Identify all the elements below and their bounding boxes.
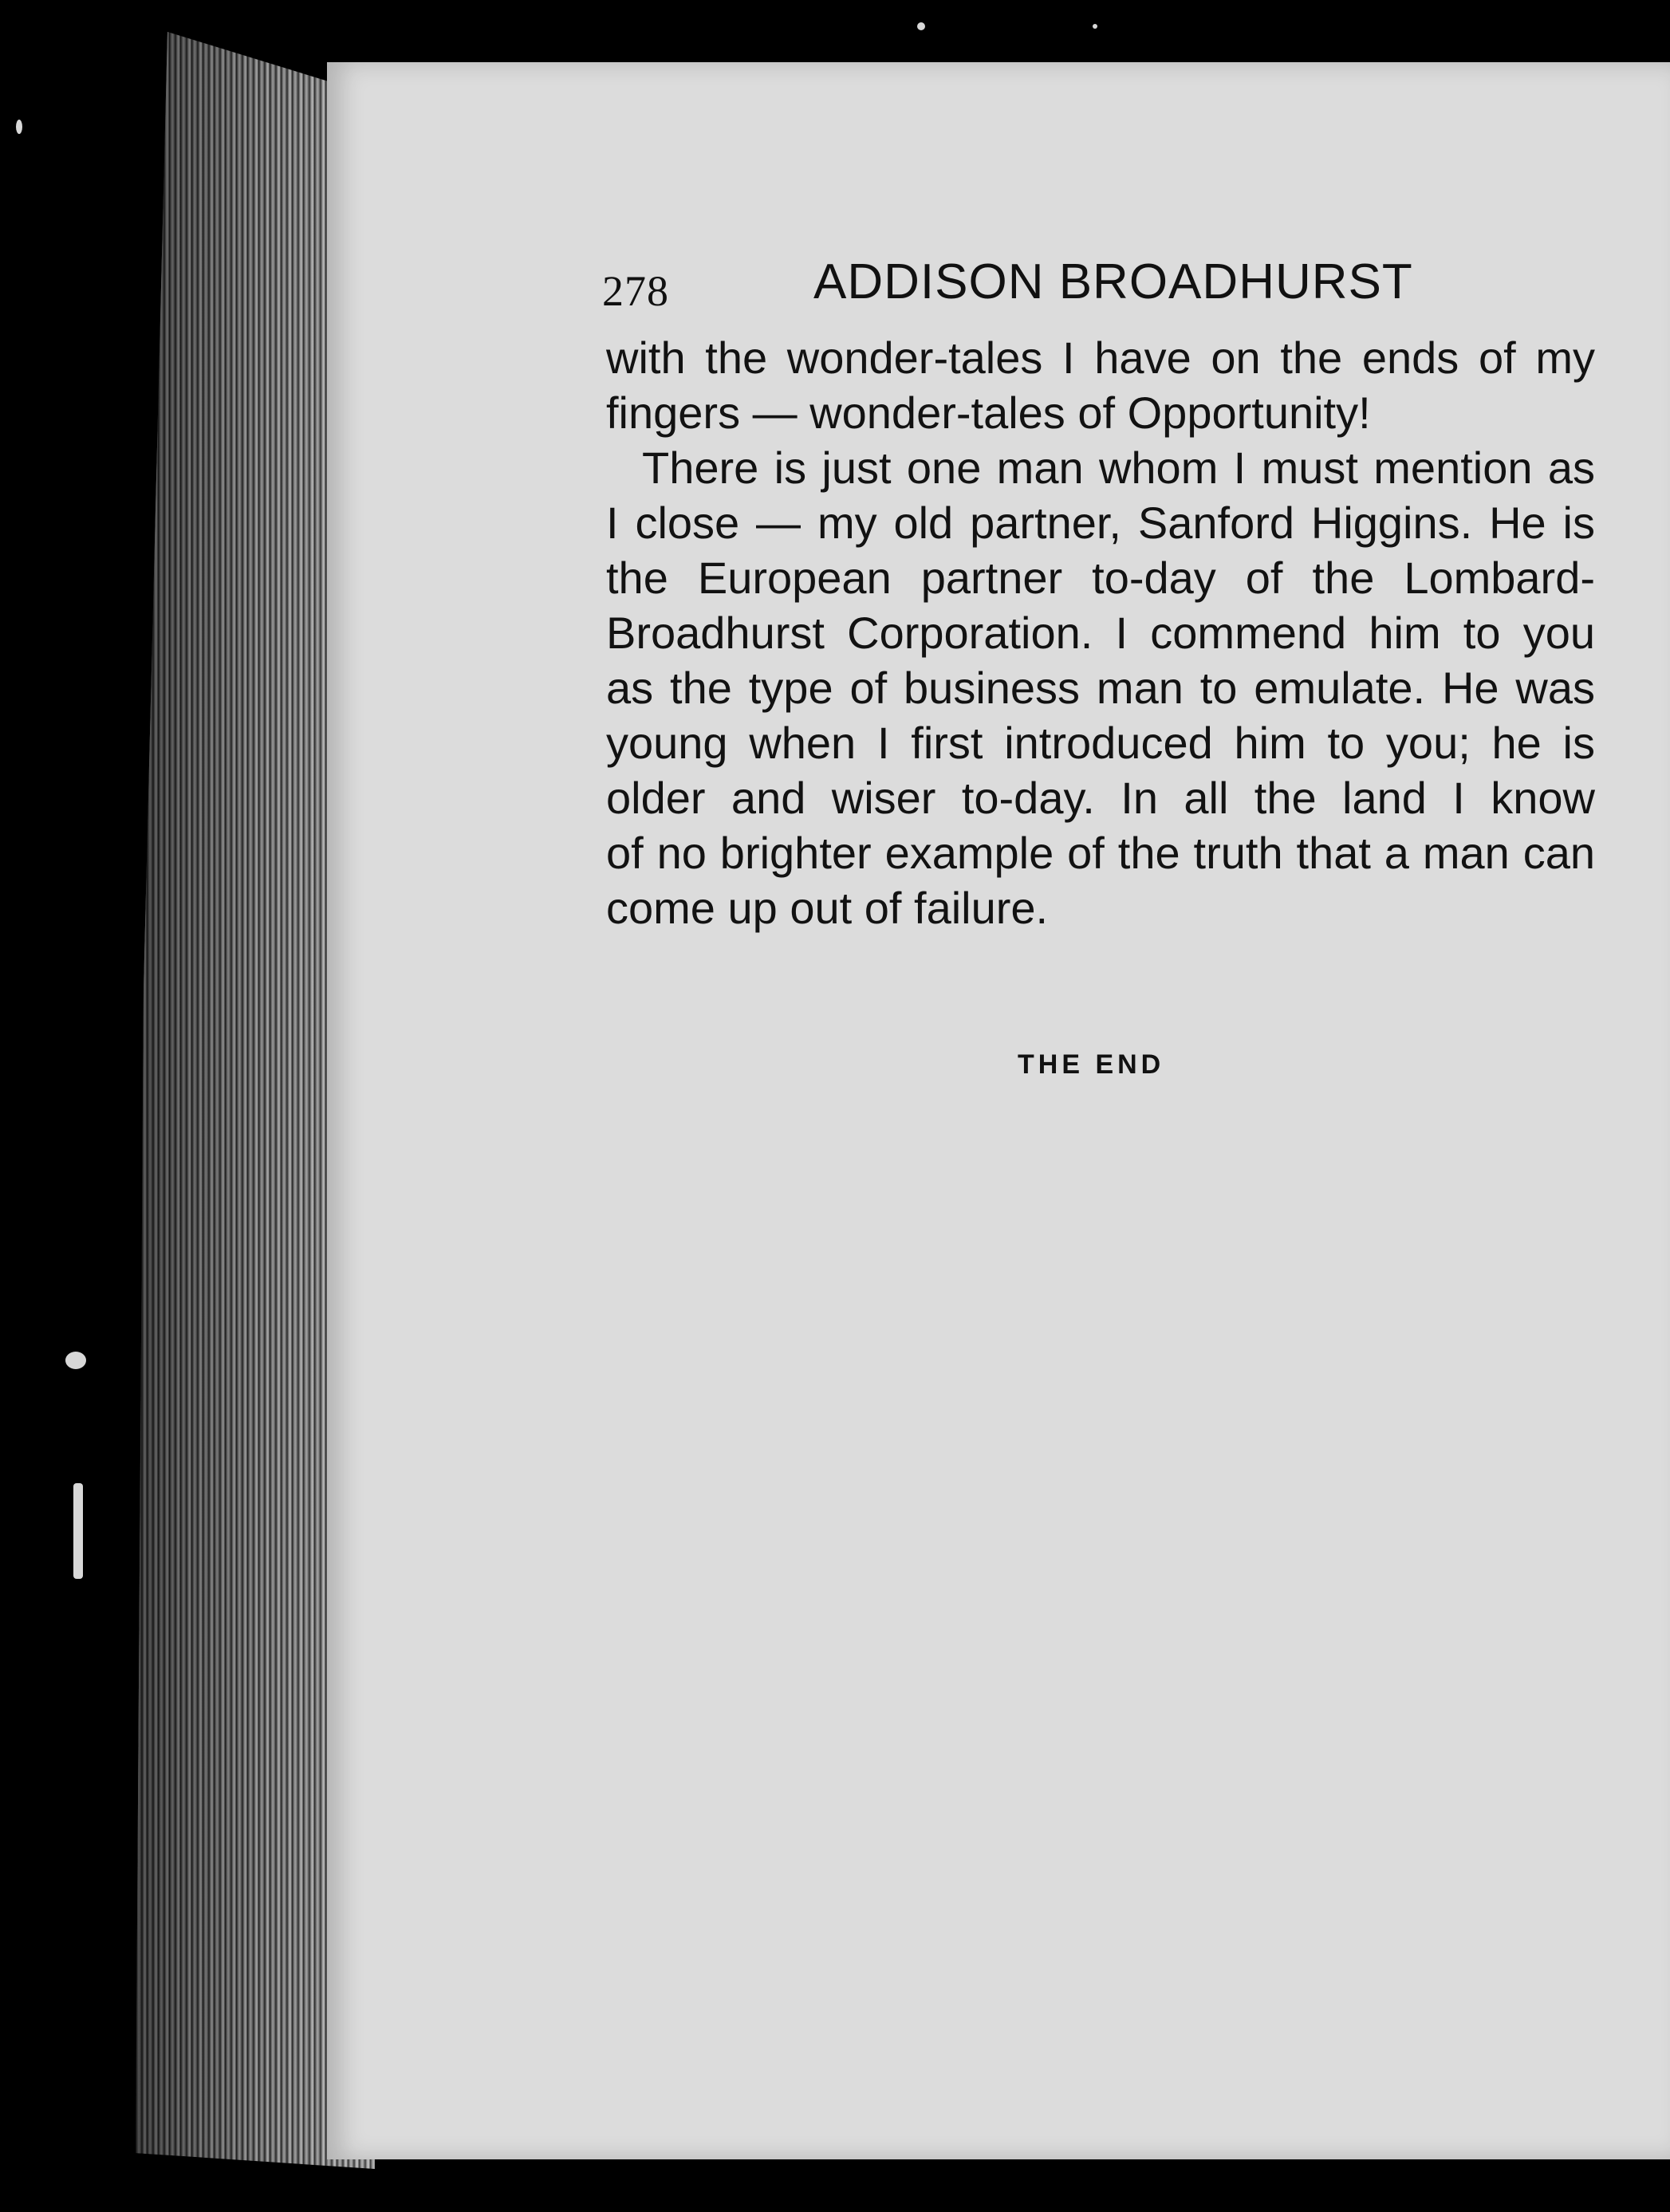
the-end-label: THE END <box>1018 1049 1165 1080</box>
dust-speck <box>65 1352 86 1369</box>
running-head: ADDISON BROADHURST <box>813 254 1413 309</box>
dust-speck <box>917 22 925 30</box>
text-line: Broadhurst Corporation. I commend him to you <box>606 608 1595 658</box>
text-line: older and wiser to-day. In all the land I know <box>606 773 1595 823</box>
dust-speck <box>16 120 22 134</box>
text-line: with the wonder-tales I have on the ends of my <box>606 333 1595 383</box>
text-line: of no brighter example of the truth that a man can <box>606 828 1595 878</box>
page-header <box>602 254 1670 325</box>
text-line: the European partner to-day of the Lombard- <box>606 553 1595 603</box>
text-line: fingers — wonder-tales of Opportunity! <box>606 388 1371 438</box>
book-page <box>327 62 1670 2159</box>
text-line: come up out of failure. <box>606 883 1049 933</box>
text-line: young when I first introduced him to you; he is <box>606 718 1595 768</box>
text-line: I close — my old partner, Sanford Higgins. He is <box>606 498 1595 548</box>
body-text <box>606 330 1595 935</box>
text-line: There is just one man whom I must mention as <box>642 443 1595 493</box>
dust-speck <box>73 1483 83 1579</box>
text-line: as the type of business man to emulate. He was <box>606 663 1595 713</box>
dust-speck <box>1093 24 1097 29</box>
page-number: 278 <box>602 267 669 315</box>
